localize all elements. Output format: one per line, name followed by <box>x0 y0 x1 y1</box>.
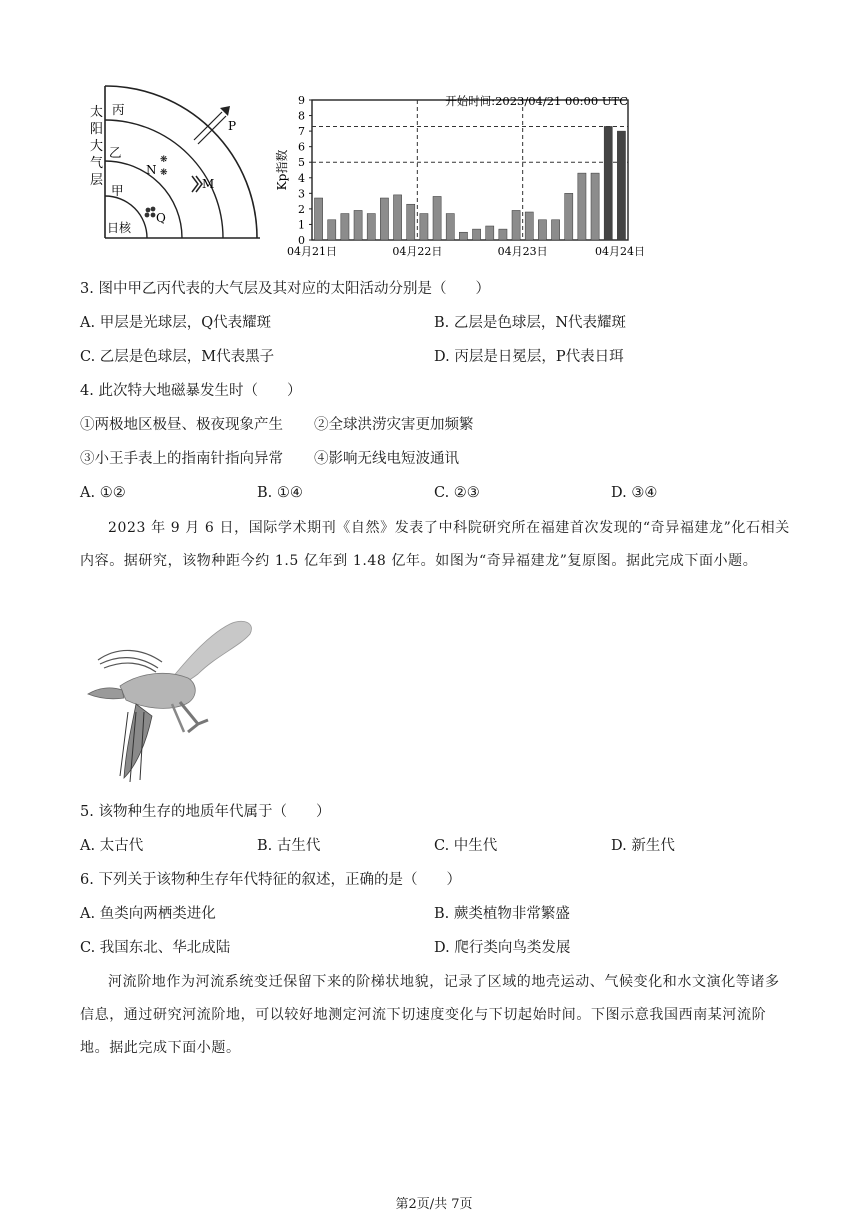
q4-option-b[interactable]: B. ①④ <box>257 485 303 501</box>
y-tick-label: 5 <box>298 156 305 170</box>
marker-q-label: Q <box>156 211 166 225</box>
kp-bar <box>354 210 362 240</box>
q5-option-c[interactable]: C. 中生代 <box>434 838 498 854</box>
kp-bar <box>486 226 494 240</box>
q3-stem: 3. 图中甲乙丙代表的大气层及其对应的太阳活动分别是（ ） <box>80 281 490 297</box>
chart-title: 开始时间:2023/04/21 00:00 UTC <box>445 94 628 108</box>
kp-bar <box>604 126 612 240</box>
fujianvenator-reconstruction-image <box>80 616 262 790</box>
layer-bing-label: 丙 <box>112 102 125 117</box>
x-tick-label: 04月22日 <box>392 245 443 258</box>
q3-option-a[interactable]: A. 甲层是光球层，Q代表耀斑 <box>80 315 272 331</box>
q3-option-d[interactable]: D. 丙层是日冕层，P代表日珥 <box>434 349 624 365</box>
y-tick-label: 8 <box>298 109 305 123</box>
kp-bar <box>446 214 454 240</box>
page-number: 第2页/共 7页 <box>395 1197 473 1212</box>
kp-bar <box>407 204 415 240</box>
core-label: 日核 <box>107 221 132 235</box>
kp-bar <box>315 198 323 240</box>
marker-p-label: P <box>228 119 237 133</box>
q4-option-d[interactable]: D. ③④ <box>611 485 658 501</box>
kp-bar <box>565 193 573 240</box>
kp-bar <box>420 214 428 240</box>
kp-bar <box>538 220 546 240</box>
svg-text:❋: ❋ <box>160 155 168 165</box>
marker-m-label: M <box>202 177 215 191</box>
q4-option-c[interactable]: C. ②③ <box>434 485 480 501</box>
q6-option-a[interactable]: A. 鱼类向两栖类进化 <box>80 906 216 922</box>
solar-atmosphere-diagram <box>84 82 264 244</box>
y-tick-label: 4 <box>298 171 305 185</box>
q4-option-a[interactable]: A. ①② <box>80 485 126 501</box>
kp-bar <box>552 220 560 240</box>
q4-statement-3: ③小王手表上的指南针指向异常 <box>80 451 283 467</box>
marker-n-label: N <box>146 163 157 177</box>
layer-title-char: 阳 <box>90 122 104 137</box>
q5-option-d[interactable]: D. 新生代 <box>611 838 675 854</box>
passage-river-terrace: 河流阶地作为河流系统变迁保留下来的阶梯状地貌，记录了区域的地壳运动、气候变化和水文演化等诸多信息，通过研究河流阶地，可以较好地测定河流下切速度变化与下切起始时间。下图示意我国西南某河流阶地。据此完成下面小题。 <box>80 974 780 1056</box>
q6-stem: 6. 下列关于该物种生存年代特征的叙述，正确的是（ ） <box>80 872 461 888</box>
kp-bar <box>591 173 599 240</box>
q6-option-d[interactable]: D. 爬行类向鸟类发展 <box>434 940 571 956</box>
kp-bar <box>328 220 336 240</box>
passage-fujianvenator: 2023 年 9 月 6 日，国际学术期刊《自然》发表了中科院研究所在福建首次发现的“奇异福建龙”化石相关内容。据研究，该物种距今约 1.5 亿年到 1.48 亿年。如图为“奇异福建龙”复原图。据此完成下面小题。 <box>80 520 790 569</box>
kp-bar <box>394 195 402 240</box>
q3-option-b[interactable]: B. 乙层是色球层，N代表耀斑 <box>434 315 627 331</box>
q4-statement-4: ④影响无线电短波通讯 <box>314 451 459 467</box>
kp-bar <box>341 214 349 240</box>
q3-option-c[interactable]: C. 乙层是色球层，M代表黑子 <box>80 349 275 365</box>
layer-title-char: 层 <box>90 173 104 188</box>
x-tick-label: 04月24日 <box>595 245 645 258</box>
y-axis-label: Kp指数 <box>275 149 289 191</box>
svg-text:❋: ❋ <box>160 168 168 178</box>
y-tick-label: 7 <box>298 125 305 139</box>
y-tick-label: 2 <box>298 202 305 216</box>
kp-bar <box>512 210 520 240</box>
q4-statement-2: ②全球洪涝灾害更加频繁 <box>314 417 474 433</box>
q6-option-b[interactable]: B. 蕨类植物非常繁盛 <box>434 906 570 922</box>
layer-title-char: 大 <box>90 139 104 154</box>
x-tick-label: 04月21日 <box>287 245 337 258</box>
q5-stem: 5. 该物种生存的地质年代属于（ ） <box>80 804 331 820</box>
kp-bar <box>380 198 388 240</box>
kp-bar <box>473 229 481 240</box>
y-tick-label: 1 <box>298 218 305 232</box>
layer-title-char: 太 <box>90 105 104 120</box>
q4-statement-1: ①两极地区极昼、极夜现象产生 <box>80 417 283 433</box>
kp-index-chart <box>268 92 648 268</box>
y-tick-label: 3 <box>298 187 305 201</box>
layer-yi-label: 乙 <box>109 145 122 160</box>
y-tick-label: 0 <box>298 234 305 247</box>
q5-option-b[interactable]: B. 古生代 <box>257 838 321 854</box>
kp-bar <box>433 196 441 240</box>
q6-option-c[interactable]: C. 我国东北、华北成陆 <box>80 940 231 956</box>
x-tick-label: 04月23日 <box>497 245 548 258</box>
kp-bar <box>525 212 533 240</box>
y-tick-label: 9 <box>298 94 305 107</box>
kp-bar <box>617 131 625 240</box>
layer-jia-label: 甲 <box>111 183 124 198</box>
y-tick-label: 6 <box>298 140 305 154</box>
layer-title-char: 气 <box>90 156 104 171</box>
q5-option-a[interactable]: A. 太古代 <box>80 838 144 854</box>
kp-bar <box>459 232 467 240</box>
kp-bar <box>578 173 586 240</box>
q4-stem: 4. 此次特大地磁暴发生时（ ） <box>80 383 302 399</box>
kp-bar <box>367 214 375 240</box>
kp-bar <box>499 229 507 240</box>
